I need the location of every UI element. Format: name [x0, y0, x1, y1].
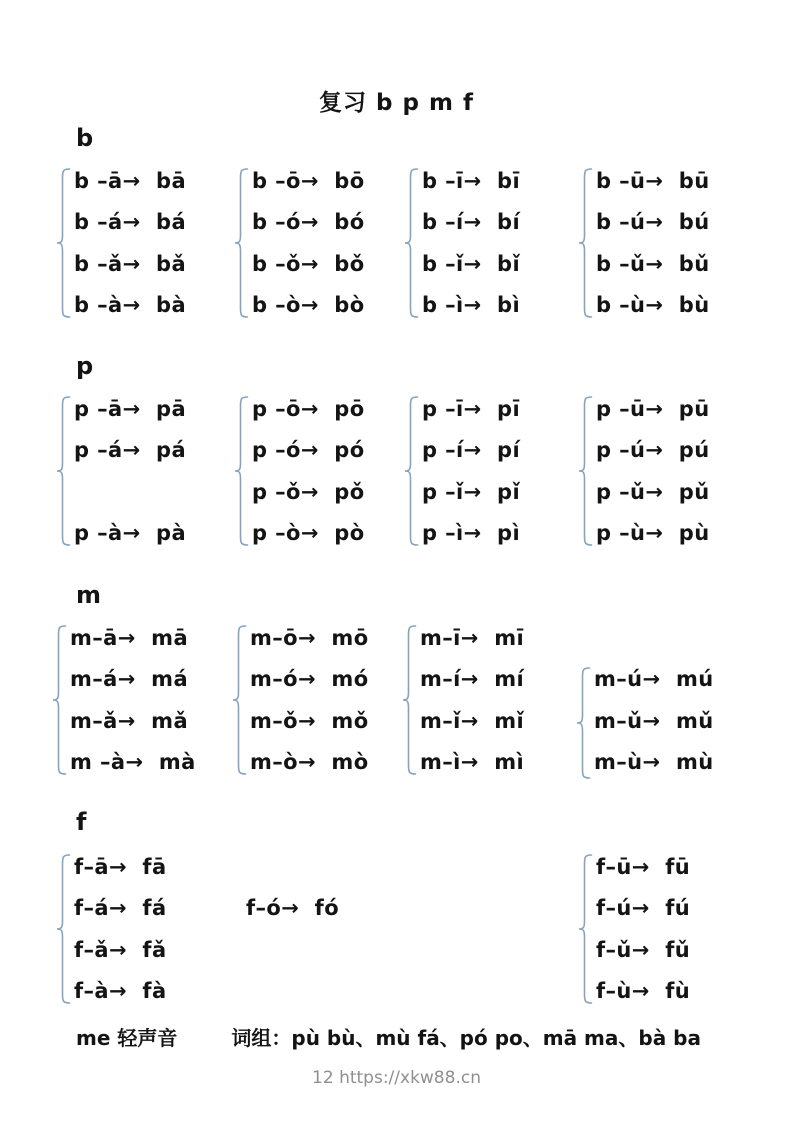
pinyin-row: f–ū→ fū: [596, 854, 691, 879]
pinyin-row: b –ú→ bú: [596, 210, 710, 235]
column-p-i: [404, 388, 584, 554]
pinyin-row: p –à→ pà: [74, 521, 187, 546]
pinyin-row: p –ù→ pù: [596, 521, 710, 546]
pinyin-row: f–á→ fá: [74, 896, 167, 921]
pinyin-row: p –ō→ pō: [252, 396, 365, 421]
brace-icon: [56, 168, 72, 318]
pinyin-row: m–ō→ mō: [250, 625, 369, 650]
bottom-note: [76, 1022, 756, 1051]
pinyin-row: m–ǔ→ mǔ: [594, 708, 714, 733]
pinyin-row: m–ù→ mù: [594, 750, 714, 775]
brace-icon: [402, 625, 418, 775]
pinyin-row: m –à→ mà: [70, 750, 196, 775]
pinyin-row: b –ǎ→ bǎ: [74, 251, 187, 276]
pinyin-row: b –ǐ→ bǐ: [422, 251, 521, 276]
brace-icon: [232, 625, 248, 775]
pinyin-row: b –ù→ bù: [596, 293, 710, 318]
brace-icon: [56, 854, 72, 1004]
column-p-o: [234, 388, 414, 554]
pinyin-row: m–ó→ mó: [250, 667, 369, 692]
brace-icon: [576, 667, 592, 779]
pinyin-row: b –à→ bà: [74, 293, 187, 318]
pinyin-row: f–ù→ fù: [596, 979, 691, 1004]
pinyin-row: b –ǔ→ bǔ: [596, 251, 710, 276]
pinyin-row: p –ì→ pì: [422, 521, 521, 546]
section-grid-f: [0, 846, 793, 1012]
pinyin-row: m–ì→ mì: [420, 750, 525, 775]
section-header-b: b: [76, 124, 94, 152]
section-header-p: p: [76, 352, 94, 380]
column-b-a: [56, 160, 236, 326]
pinyin-row: m–í→ mí: [420, 667, 525, 692]
page-footer: 12 https://xkw88.cn: [312, 1068, 481, 1088]
section-grid-m: [0, 617, 793, 783]
pinyin-row: p –á→ pá: [74, 438, 187, 463]
pinyin-row: m–ī→ mī: [420, 625, 525, 650]
column-b-i: [404, 160, 584, 326]
column-m-u: [576, 617, 756, 783]
pinyin-row: m–ú→ mú: [594, 667, 714, 692]
pinyin-row: f–ǔ→ fǔ: [596, 937, 691, 962]
pinyin-row: p –ú→ pú: [596, 438, 710, 463]
column-b-o: [234, 160, 414, 326]
column-f-u: [578, 846, 758, 1012]
pinyin-row: p –í→ pí: [422, 438, 521, 463]
pinyin-row: b –ā→ bā: [74, 168, 187, 193]
pinyin-row: p –ǔ→ pǔ: [596, 479, 710, 504]
pinyin-row: p –ā→ pā: [74, 396, 187, 421]
pinyin-row: p –ó→ pó: [252, 438, 365, 463]
brace-icon: [234, 168, 250, 318]
pinyin-row: b –í→ bí: [422, 210, 521, 235]
pinyin-row: b –á→ bá: [74, 210, 187, 235]
pinyin-row: b –ò→ bò: [252, 293, 365, 318]
pinyin-row: f–ā→ fā: [74, 854, 167, 879]
brace-icon: [56, 396, 72, 546]
pinyin-row: p –ǐ→ pǐ: [422, 479, 521, 504]
pinyin-row: b –ì→ bì: [422, 293, 521, 318]
phrase-list: 词组：pù bù、mù fá、pó po、mā ma、bà ba: [231, 1026, 701, 1050]
section-header-f: f: [76, 808, 87, 836]
column-f-a: [56, 846, 236, 1012]
column-p-u: [578, 388, 758, 554]
pinyin-row: f–ó→ fó: [246, 896, 340, 921]
column-m-o: [232, 617, 412, 783]
pinyin-row: b –ū→ bū: [596, 168, 710, 193]
section-grid-p: [0, 388, 793, 554]
column-m-a: [52, 617, 232, 783]
column-m-i: [402, 617, 582, 783]
pinyin-row: m–ā→ mā: [70, 625, 189, 650]
light-tone-note: me 轻声音: [76, 1026, 178, 1050]
column-f-o: [234, 846, 414, 1012]
brace-icon: [578, 168, 594, 318]
page-title: 复习 b p m f: [319, 90, 474, 116]
brace-icon: [578, 396, 594, 546]
pinyin-row: m–ǎ→ mǎ: [70, 708, 189, 733]
pinyin-row: p –ū→ pū: [596, 396, 710, 421]
pinyin-row: p –ò→ pò: [252, 521, 365, 546]
brace-icon: [578, 854, 594, 1004]
pinyin-row: f–ú→ fú: [596, 896, 691, 921]
pinyin-row: b –ī→ bī: [422, 168, 521, 193]
pinyin-row: m–ǒ→ mǒ: [250, 708, 369, 733]
pinyin-row: p –ǒ→ pǒ: [252, 479, 365, 504]
pinyin-row: m–á→ má: [70, 667, 189, 692]
brace-icon: [404, 396, 420, 546]
pinyin-row: b –ǒ→ bǒ: [252, 251, 365, 276]
pinyin-row: b –ō→ bō: [252, 168, 365, 193]
brace-icon: [52, 625, 68, 775]
section-grid-b: [0, 160, 793, 326]
brace-icon: [234, 396, 250, 546]
column-b-u: [578, 160, 758, 326]
column-p-a: [56, 388, 236, 554]
empty-row: [74, 471, 186, 513]
pinyin-row: m–ǐ→ mǐ: [420, 708, 525, 733]
section-header-m: m: [76, 581, 102, 609]
pinyin-row: m–ò→ mò: [250, 750, 369, 775]
brace-icon: [404, 168, 420, 318]
pinyin-row: f–ǎ→ fǎ: [74, 937, 167, 962]
pinyin-row: b –ó→ bó: [252, 210, 365, 235]
pinyin-row: p –ī→ pī: [422, 396, 521, 421]
pinyin-row: f–à→ fà: [74, 979, 167, 1004]
